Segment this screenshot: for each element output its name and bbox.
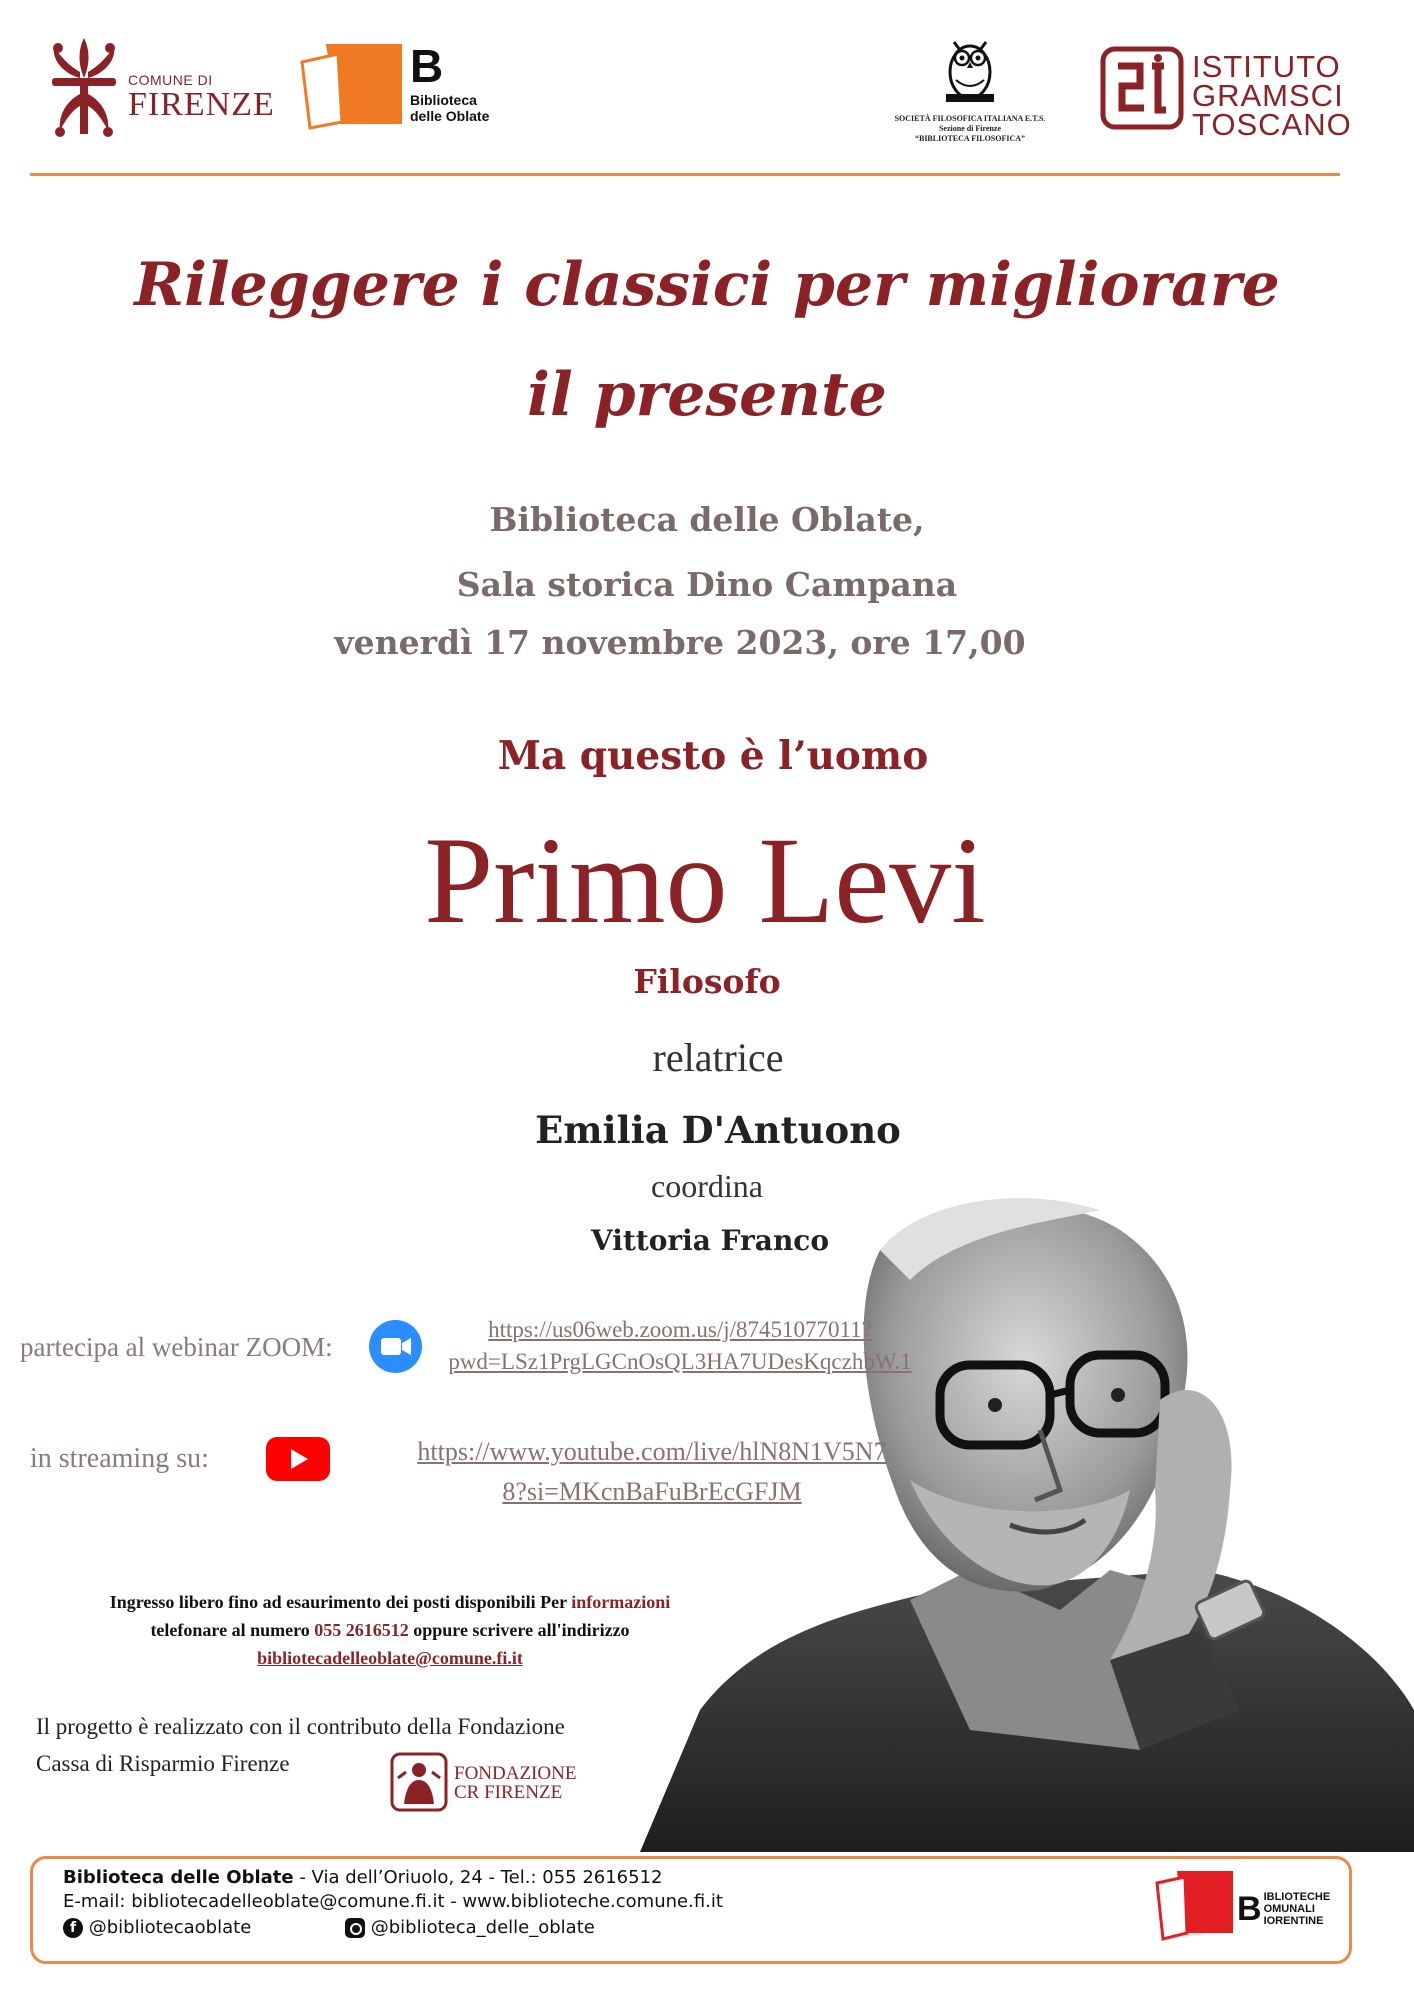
zoom-url-line2[interactable]: pwd=LSz1PrgLGCnOsQL3HA7UDesKqczhbW.1 xyxy=(448,1349,912,1374)
project-line1: Il progetto è realizzato con il contributo della Fondazione xyxy=(36,1714,565,1739)
info-line1-a: Ingresso libero fino ad esaurimento dei posti disponibili Per xyxy=(109,1592,572,1612)
bcf-mark: B xyxy=(1237,1890,1262,1928)
footer-instagram[interactable] xyxy=(345,1917,595,1938)
title-line1: Rileggere i classici per migliorare xyxy=(134,250,1280,320)
youtube-url-line1[interactable]: https://www.youtube.com/live/hlN8N1V5N7 xyxy=(417,1437,887,1466)
bcf-line3: IORENTINE xyxy=(1263,1915,1324,1927)
talk-name: Primo Levi xyxy=(424,812,986,949)
coordinator-label: coordina xyxy=(651,1168,763,1204)
biblioteche-comunali-logo xyxy=(1155,1869,1331,1949)
header-divider xyxy=(30,173,1340,176)
owl-icon xyxy=(940,30,1000,106)
fondazione-line2: CR FIRENZE xyxy=(454,1782,563,1803)
biblioteca-oblate-logo xyxy=(298,40,498,140)
event-date: venerdì 17 novembre 2023, ore 17,00 xyxy=(334,623,1026,662)
venue-line1: Biblioteca delle Oblate, xyxy=(489,500,925,539)
comune-firenze-logo xyxy=(44,34,284,144)
info-block xyxy=(40,1588,740,1672)
facebook-icon: f xyxy=(63,1918,83,1938)
zoom-url-line1[interactable]: https://us06web.zoom.us/j/87451077011? xyxy=(488,1317,872,1342)
gramsci-mark-icon xyxy=(1100,46,1184,130)
gramsci-line2: GRAMSCI xyxy=(1192,78,1344,113)
oblate-line2: delle Oblate xyxy=(410,108,490,124)
istituto-gramsci-logo xyxy=(1100,46,1352,146)
coordinator-name: Vittoria Franco xyxy=(590,1224,830,1257)
bcf-book-icon xyxy=(1155,1869,1235,1941)
speaker-label: relatrice xyxy=(652,1035,784,1080)
comune-big-text: FIRENZE xyxy=(128,86,275,123)
gramsci-line1: ISTITUTO xyxy=(1192,49,1341,84)
venue-line2: Sala storica Dino Campana xyxy=(456,565,958,604)
youtube-url-line2[interactable]: 8?si=MKcnBaFuBrEcGFJM xyxy=(502,1477,802,1506)
bcf-line1: IBLIOTECHE xyxy=(1263,1891,1331,1903)
footer-email-line[interactable]: E-mail: bibliotecadelleoblate@comune.fi.it - www.biblioteche.comune.fi.it xyxy=(63,1891,723,1912)
footer-library-name: Biblioteca delle Oblate xyxy=(63,1867,294,1888)
zoom-icon[interactable] xyxy=(369,1320,422,1373)
zoom-label: partecipa al webinar ZOOM: xyxy=(20,1332,333,1362)
project-line2: Cassa di Risparmio Firenze xyxy=(36,1751,290,1776)
giglio-icon xyxy=(44,34,124,144)
facebook-handle[interactable]: @bibliotecaoblate xyxy=(88,1917,252,1938)
footer-facebook[interactable] xyxy=(63,1917,251,1938)
oblate-line1: Biblioteca xyxy=(410,92,477,108)
bcf-line2: OMUNALI xyxy=(1263,1903,1315,1915)
fondazione-cr-logo xyxy=(390,1752,620,1812)
footer-address: - Via dell’Oriuolo, 24 - Tel.: 055 2616512 xyxy=(293,1867,663,1888)
zoom-link[interactable] xyxy=(440,1314,920,1378)
footer-box xyxy=(30,1856,1352,1964)
comune-small-text: COMUNE DI xyxy=(128,72,213,88)
sfi-line2: Sezione di Firenze xyxy=(938,124,1002,133)
info-line2-b: oppure scrivere all'indirizzo xyxy=(408,1620,630,1640)
footer-address-line xyxy=(63,1867,663,1888)
sfi-line3: “BIBLIOTECA FILOSOFICA” xyxy=(914,134,1026,143)
instagram-handle[interactable]: @biblioteca_delle_oblate xyxy=(370,1917,595,1938)
youtube-icon[interactable] xyxy=(266,1437,330,1481)
oblate-mark: B xyxy=(410,40,444,92)
info-email-link[interactable]: bibliotecadelleoblate@comune.fi.it xyxy=(257,1648,523,1668)
event-series-title xyxy=(0,230,1414,450)
speaker-name: Emilia D'Antuono xyxy=(535,1108,901,1152)
youtube-label: in streaming su: xyxy=(30,1443,209,1474)
societa-filosofica-logo xyxy=(870,30,1070,150)
info-phone: 055 2616512 xyxy=(314,1620,409,1640)
instagram-icon xyxy=(345,1918,365,1938)
talk-role: Filosofo xyxy=(633,962,781,1001)
sfi-line1: SOCIETÀ FILOSOFICA ITALIANA E.T.S. xyxy=(894,114,1046,123)
oblate-book-icon xyxy=(298,40,406,130)
info-line2-a: telefonare al numero xyxy=(150,1620,315,1640)
youtube-link[interactable] xyxy=(372,1432,932,1512)
fondazione-line1: FONDAZIONE xyxy=(454,1763,577,1784)
talk-subtitle: Ma questo è l’uomo xyxy=(497,733,929,779)
gramsci-line3: TOSCANO xyxy=(1192,107,1352,142)
info-line1-b: informazioni xyxy=(571,1592,671,1612)
fondazione-crest-icon xyxy=(390,1752,448,1812)
title-line2: il presente xyxy=(527,360,887,430)
primo-levi-portrait xyxy=(640,1190,1414,1852)
